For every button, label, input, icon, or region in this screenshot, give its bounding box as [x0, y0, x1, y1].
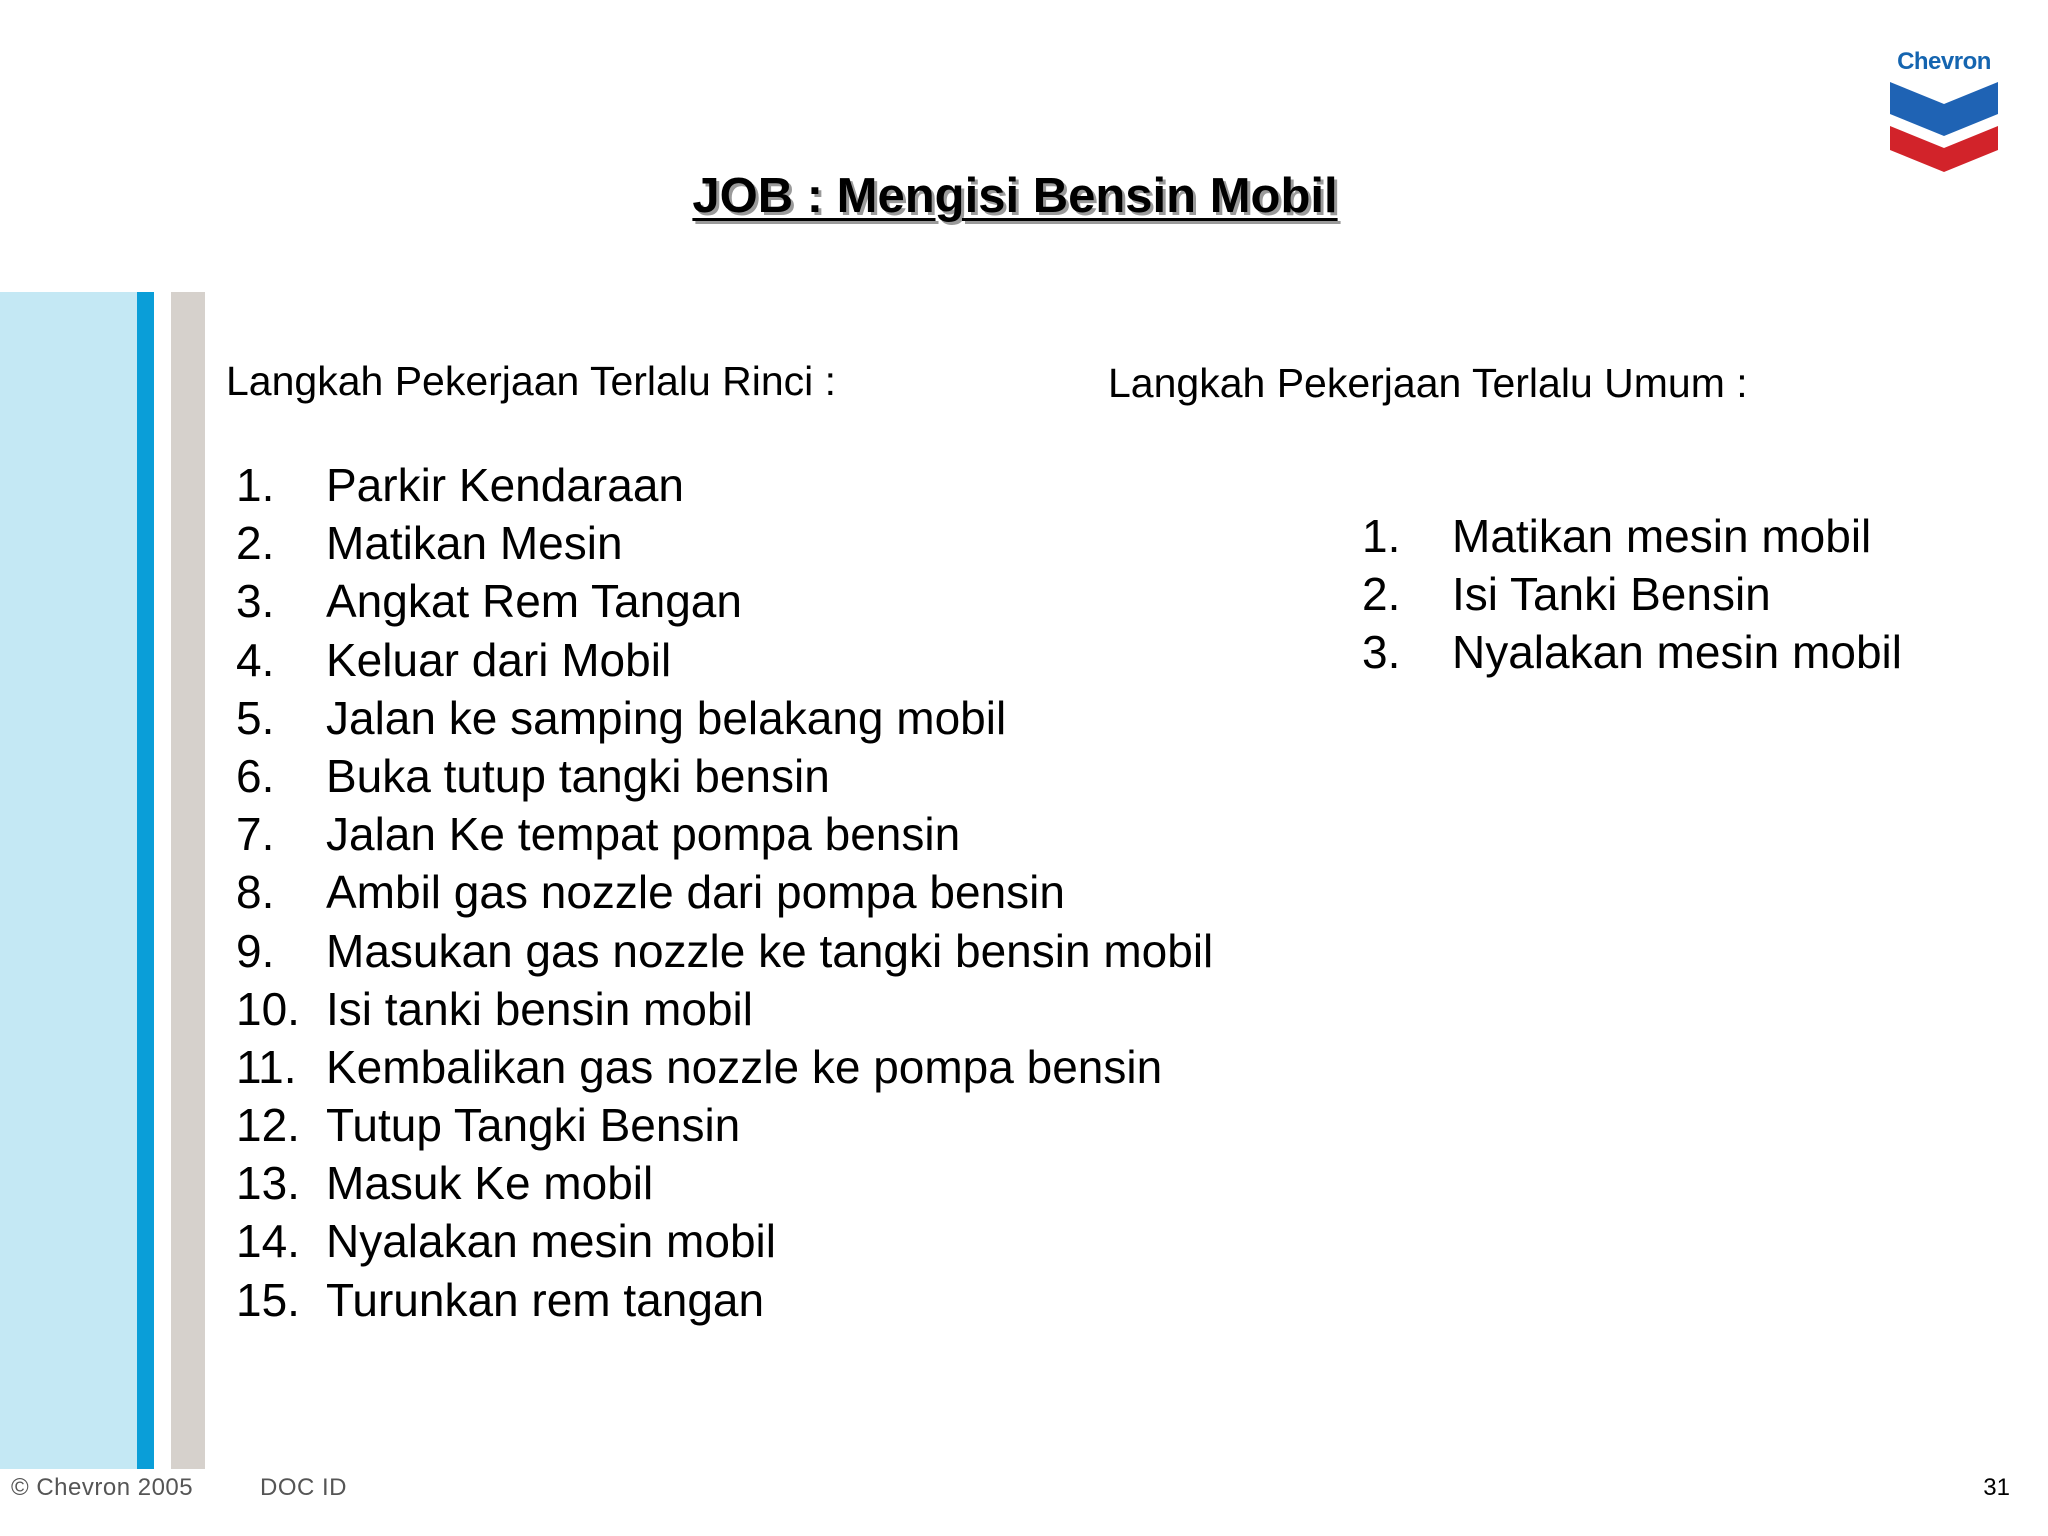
list-item	[1352, 507, 1902, 565]
step-number: 15.	[236, 1273, 300, 1326]
footer-copyright: © Chevron 2005	[11, 1474, 194, 1501]
chevron-logo	[1888, 48, 2000, 172]
step-number: 1.	[1362, 510, 1401, 562]
step-text: Masukan gas nozzle ke tangki bensin mobil	[326, 924, 1214, 977]
list-item	[226, 1271, 1213, 1329]
general-steps-list	[1352, 507, 1902, 682]
step-text: Matikan Mesin	[326, 517, 623, 570]
list-item	[226, 1154, 1213, 1212]
step-text: Nyalakan mesin mobil	[1452, 626, 1902, 679]
list-item	[226, 689, 1213, 747]
step-number: 10.	[236, 982, 300, 1035]
chevron-emblem-icon	[1890, 76, 1998, 172]
list-item	[226, 980, 1213, 1038]
step-number: 2.	[1362, 568, 1401, 621]
list-item	[1352, 623, 1902, 681]
step-text: Jalan ke samping belakang mobil	[326, 691, 1007, 744]
list-item	[226, 1212, 1213, 1270]
step-text: Keluar dari Mobil	[326, 633, 672, 686]
step-text: Nyalakan mesin mobil	[326, 1215, 776, 1268]
step-number: 5.	[236, 691, 275, 744]
step-number: 3.	[236, 575, 275, 628]
step-text: Angkat Rem Tangan	[326, 575, 742, 628]
list-item	[226, 631, 1213, 689]
step-text: Jalan Ke tempat pompa bensin	[326, 808, 961, 861]
step-text: Turunkan rem tangan	[326, 1273, 765, 1326]
list-item	[226, 922, 1213, 980]
list-item	[1352, 565, 1902, 623]
logo-wordmark: Chevron	[1897, 48, 1991, 75]
step-number: 11.	[236, 1040, 297, 1093]
step-text: Buka tutup tangki bensin	[326, 749, 830, 802]
step-text: Parkir Kendaraan	[326, 459, 684, 511]
step-number: 6.	[236, 749, 275, 802]
step-text: Matikan mesin mobil	[1452, 510, 1872, 562]
list-item	[226, 514, 1213, 572]
step-number: 7.	[236, 808, 275, 861]
step-number: 14.	[236, 1215, 300, 1268]
step-number: 3.	[1362, 626, 1401, 679]
side-band-gray	[171, 292, 205, 1469]
detailed-steps-list	[226, 456, 1213, 1329]
step-text: Ambil gas nozzle dari pompa bensin	[326, 866, 1065, 919]
step-number: 12.	[236, 1099, 300, 1152]
list-item	[226, 1096, 1213, 1154]
step-number: 4.	[236, 633, 275, 686]
page-number: 31	[1983, 1474, 2010, 1501]
footer-doc-id: DOC ID	[260, 1474, 347, 1501]
step-text: Tutup Tangki Bensin	[326, 1099, 741, 1152]
step-number: 9.	[236, 924, 275, 977]
list-item	[226, 456, 1213, 514]
list-item	[226, 863, 1213, 921]
step-text: Kembalikan gas nozzle ke pompa bensin	[326, 1040, 1163, 1093]
page-title: JOB : Mengisi Bensin Mobil	[692, 169, 1338, 223]
step-number: 8.	[236, 866, 275, 919]
step-number: 13.	[236, 1157, 300, 1210]
left-column-heading: Langkah Pekerjaan Terlalu Rinci :	[226, 358, 837, 404]
step-text: Isi tanki bensin mobil	[326, 982, 753, 1035]
list-item	[226, 805, 1213, 863]
step-number: 2.	[236, 517, 275, 570]
list-item	[226, 1038, 1213, 1096]
step-number: 1.	[236, 459, 275, 511]
step-text: Masuk Ke mobil	[326, 1157, 654, 1210]
step-text: Isi Tanki Bensin	[1452, 568, 1771, 621]
right-column-heading: Langkah Pekerjaan Terlalu Umum :	[1108, 360, 1748, 406]
side-band-blue	[137, 292, 154, 1469]
side-band-light	[0, 292, 137, 1469]
list-item	[226, 572, 1213, 630]
list-item	[226, 747, 1213, 805]
